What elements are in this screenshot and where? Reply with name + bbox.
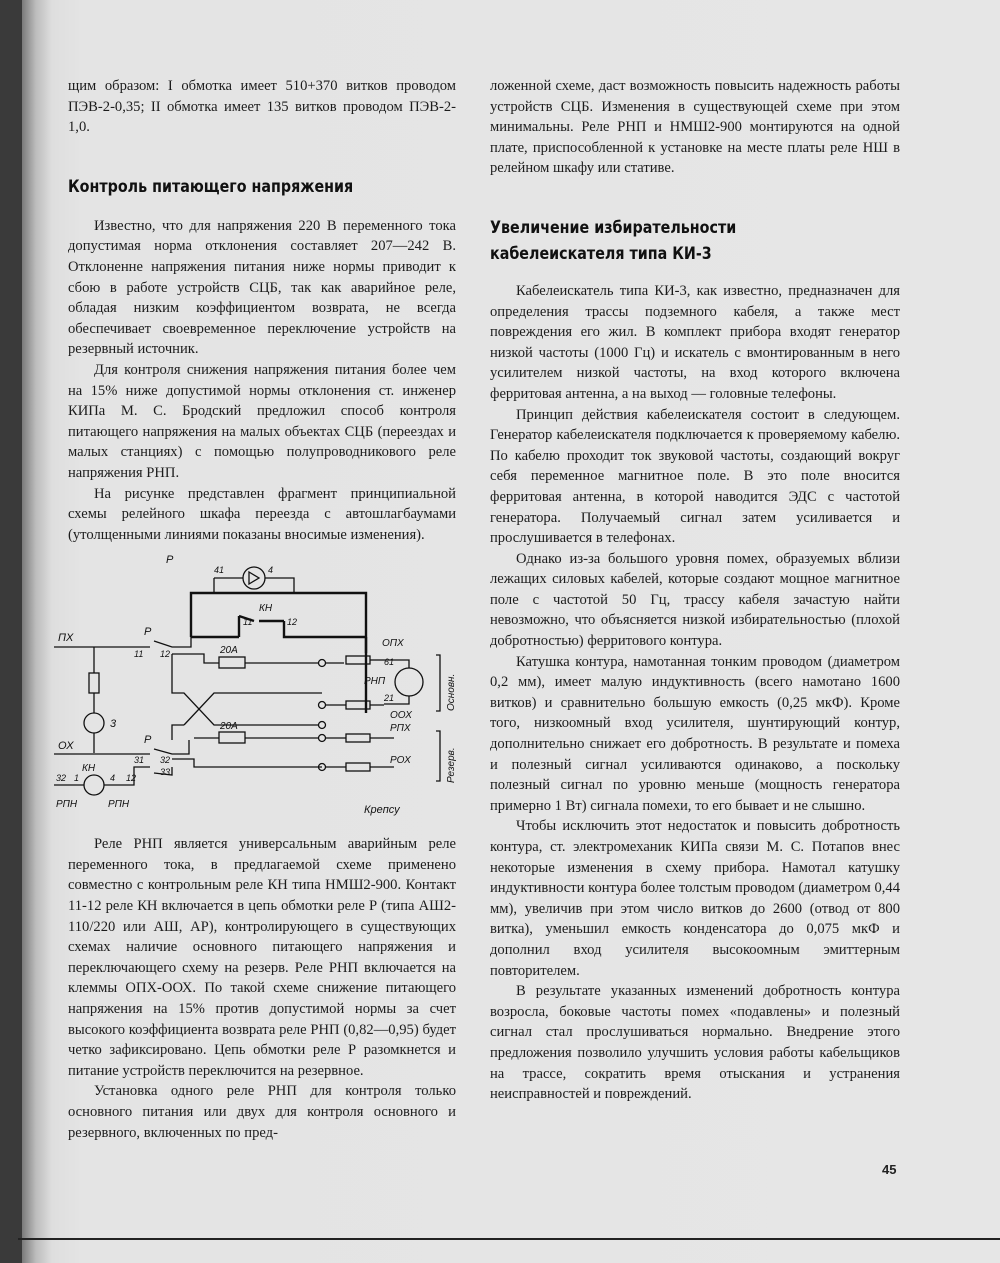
label: 61 <box>384 657 395 668</box>
section-heading: кабелеискателя типа КИ-3 <box>490 243 712 264</box>
label: КН <box>82 763 96 775</box>
label: 21 <box>384 693 395 704</box>
label: РПН <box>108 799 130 811</box>
paragraph: щим образом: I обмотка имеет 510+370 витков проводом ПЭВ-2-0,35; II обмотка имеет 135 витков проводом ПЭВ-2-1,0. <box>68 78 456 136</box>
paragraph: Реле РНП является универсальным аварийным реле переменного тока, в предлагаемой схеме применено совместно с контрольным реле КН типа НМШ2-900. Контакт 11-12 реле КН включается в цепь обмотки реле Р (типа АШ2-110/220 или АШ, АР), контролирующего в существующих схемах наличие основного питающего напряжения и переключающего схему на резерв. Реле РНП включается на клеммы ОПХ-ООХ. По такой схеме снижение питающего напряжения на 15% против допустимой нормы за счет высокого коэффициента возврата реле РНП (0,82—0,95) будет четко зафиксировано. Цепь обмотки реле Р разомкнется и питание устройств переключится на резервное. <box>68 836 456 1079</box>
paragraph: Принцип действия кабелеискателя состоит в следующем. Генератор кабелеискателя подключается к проверяемому кабелю. По кабелю проходит ток звуковой частоты, создающий вокруг себя переменное магнитное поле. В это поле вносится ферритовая антенна, в которой наводится ЭДС с частотой генератора. Получаемый сигнал затем усиливается и прослушивается в телефонах. <box>490 406 900 547</box>
label: 1 <box>74 773 80 784</box>
label: Р <box>144 734 152 747</box>
page-number: 45 <box>882 1162 897 1177</box>
label: КН <box>259 603 273 615</box>
label: 12 <box>126 773 137 784</box>
label: РНП <box>364 676 386 688</box>
paragraph: Кабелеискатель типа КИ-3, как известно, предназначен для определения трассы подземного кабеля, а также мест повреждения его жил. В комплект прибора входят генератор низкой частоты (1000 Гц) и искатель с вмонтированным в него усилителем низкой частоты, на вход которого включена ферритовая антенна, а на выход — головные телефоны. <box>490 282 900 402</box>
label: 31 <box>134 755 145 766</box>
label: РПХ <box>390 723 411 735</box>
label: ООХ <box>390 710 412 722</box>
paragraph: Чтобы исключить этот недостаток и повысить добротность контура, ст. электромеханик КИПа связи М. С. Потапов внес некоторые изменения в схему прибора. Намотал катушку индуктивности контура более толстым проводом (диаметром 0,44 мм), увеличив при этом число витков до 2600 (отвод от 800 витка), уменьшил емкость конденсатора до 0,075 мкФ и дополнил вход усилителя высокоомным эмиттерным повторителем. <box>490 818 900 979</box>
paragraph: ложенной схеме, даст возможность повысить надежность работы устройств СЦБ. Изменения в существующей схеме при этом минимальны. Реле РНП и НМШ2-900 монтируются на одной плате, приспособленной к установке на месте платы реле НШ в релейном шкафу или стативе. <box>490 78 900 177</box>
label: 12 <box>287 617 298 628</box>
paragraph: Катушка контура, намотанная тонким проводом (диаметром 0,2 мм), имеет малую индуктивность (всего намотано 1600 витков) и сравнительно большую емкость (0,25 мкФ). Кроме того, низкоомный вход усилителя, шунтирующий контур, дополнительно снижает его добротность. В результате и помеха и полезный сигнал усиливаются одинаково, а поскольку полезный сигнал по уровню меньше (мощность генератора примерно 1 Вт) сигнала помехи, то его бывает и не слышно. <box>490 653 900 814</box>
label: 32 <box>56 773 67 784</box>
label: 20А <box>220 645 238 657</box>
label: Резерв. <box>446 747 457 784</box>
label: ОПХ <box>382 638 404 650</box>
book-page <box>22 0 1000 1263</box>
label: 20А <box>220 721 238 733</box>
label: РОХ <box>390 755 411 767</box>
label: 11 <box>243 617 253 628</box>
label: 12 <box>160 649 171 660</box>
paragraph: Известно, что для напряжения 220 В переменного тока допустимая норма отклонения составляет 207—242 В. Отклоненне напряжения питания ниже нормы приводит к сбою в работе устройств СЦБ, так как аварийное реле, обладая низким коэффициентом возврата, не всегда обеспечивает своевременное переключение устройств на резервный источник. <box>68 217 456 358</box>
paragraph: На рисунке представлен фрагмент принципиальной схемы релейного шкафа переезда с автошлагбаумами (утолщенными линиями показаны вносимые изменения). <box>68 485 456 543</box>
label: 33 <box>160 767 171 778</box>
label: Р <box>166 554 174 567</box>
paragraph: В результате указанных изменений добротность контура возросла, боковые частоты помех «подавлены» и полезный сигнал стал прослушиваться нормально. Внедрение этого предложения позволило улучшить условия работы кабельщиков на трассе, сократить время отыскания и устранения неисправностей и повреждений. <box>490 983 900 1103</box>
label: 3 <box>110 718 117 731</box>
paragraph: Однако из-за большого уровня помех, образуемых вблизи лежащих силовых кабелей, которые создают мощное магнитное поле с частотой 50 Гц, трассу кабеля зачастую найти невозможно, что объясняется низкой избирательностью (плохой добротностью) ферритового контура. <box>490 550 900 650</box>
page-edge-line <box>18 1238 1000 1240</box>
label: Основн. <box>446 673 457 712</box>
label: 4 <box>268 565 274 576</box>
label: 4 <box>110 773 116 784</box>
section-heading: Контроль питающего напряжения <box>68 176 354 197</box>
label: 11 <box>134 649 144 660</box>
circuit-diagram <box>54 553 474 828</box>
label: ОХ <box>58 740 74 753</box>
label: Крепсу <box>364 804 400 817</box>
label: Р <box>144 626 152 639</box>
label: ПХ <box>58 632 74 645</box>
label: 41 <box>214 565 225 576</box>
paragraph: Установка одного реле РНП для контроля только основного питания или двух для контроля основного и резервного, включенных по пред- <box>68 1083 456 1141</box>
label: РПН <box>56 799 78 811</box>
paragraph: Для контроля снижения напряжения питания более чем на 15% ниже допустимой нормы отклонения ст. инженер КИПа М. С. Бродский предложил способ контроля питающего напряжения на малых объектах СЦБ (переездах и малых станциях) с помощью полупроводникового реле напряжения РНП. <box>68 361 456 481</box>
left-column <box>56 76 457 1143</box>
right-column <box>490 76 900 1105</box>
label: 32 <box>160 755 171 766</box>
section-heading: Увеличение избирательности <box>490 217 737 238</box>
